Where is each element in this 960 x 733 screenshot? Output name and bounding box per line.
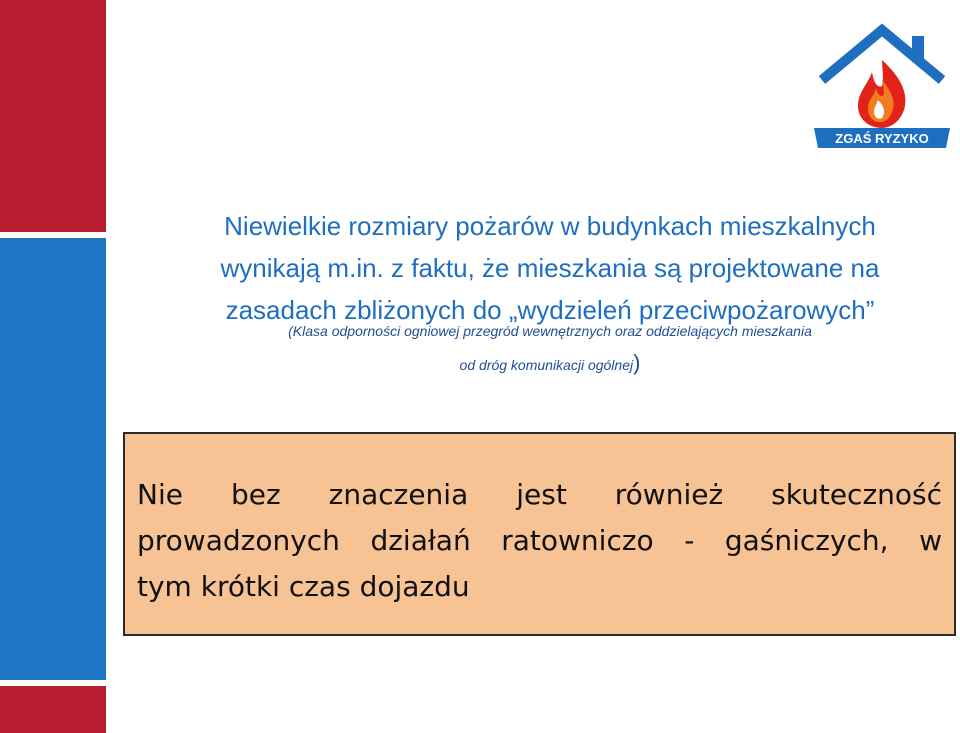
box-word: skuteczność [771,478,942,511]
box-word: jest [516,478,567,511]
note-close-paren: ) [633,350,641,375]
box-word: bez [230,478,281,511]
box-row-1 [137,472,942,518]
note-line-2-wrap [150,350,950,375]
fire-resistance-note [150,322,950,374]
heading-line-2: wynikają m.in. z faktu, że mieszkania są projektowane na [220,253,880,283]
heading-line-3: zasadach zbliżonych do „wydzieleń przeciwpożarowych” [225,295,875,325]
box-row-2 [137,518,942,564]
box-word: Nie [137,478,183,511]
box-word: prowadzonych [137,524,340,557]
box-word: - [684,524,695,557]
note-line-2: od dróg komunikacji ogólnej [459,357,634,373]
box-word: również [614,478,724,511]
box-word: w [919,524,942,557]
box-word: ratowniczo [501,524,654,557]
left-stripe-blue [0,238,106,680]
highlight-box [123,432,956,636]
box-word: znaczenia [328,478,469,511]
main-heading [150,205,950,331]
zgas-ryzyko-logo [812,22,952,150]
heading-line-1: Niewielkie rozmiary pożarów w budynkach mieszkalnych [224,211,876,241]
box-word: gaśniczych, [724,524,889,557]
left-stripe-red-bottom [0,686,106,733]
box-line-3: tym krótki czas dojazdu [137,570,470,603]
chimney-icon [912,36,924,62]
flame-icon [858,60,905,128]
box-word: działań [370,524,471,557]
logo-text: ZGAŚ RYZYKO [835,131,929,146]
box-row-3 [137,564,942,610]
note-line-1: (Klasa odporności ogniowej przegród wewnętrznych oraz oddzielających mieszkania [288,323,812,339]
left-stripe-red-top [0,0,106,232]
